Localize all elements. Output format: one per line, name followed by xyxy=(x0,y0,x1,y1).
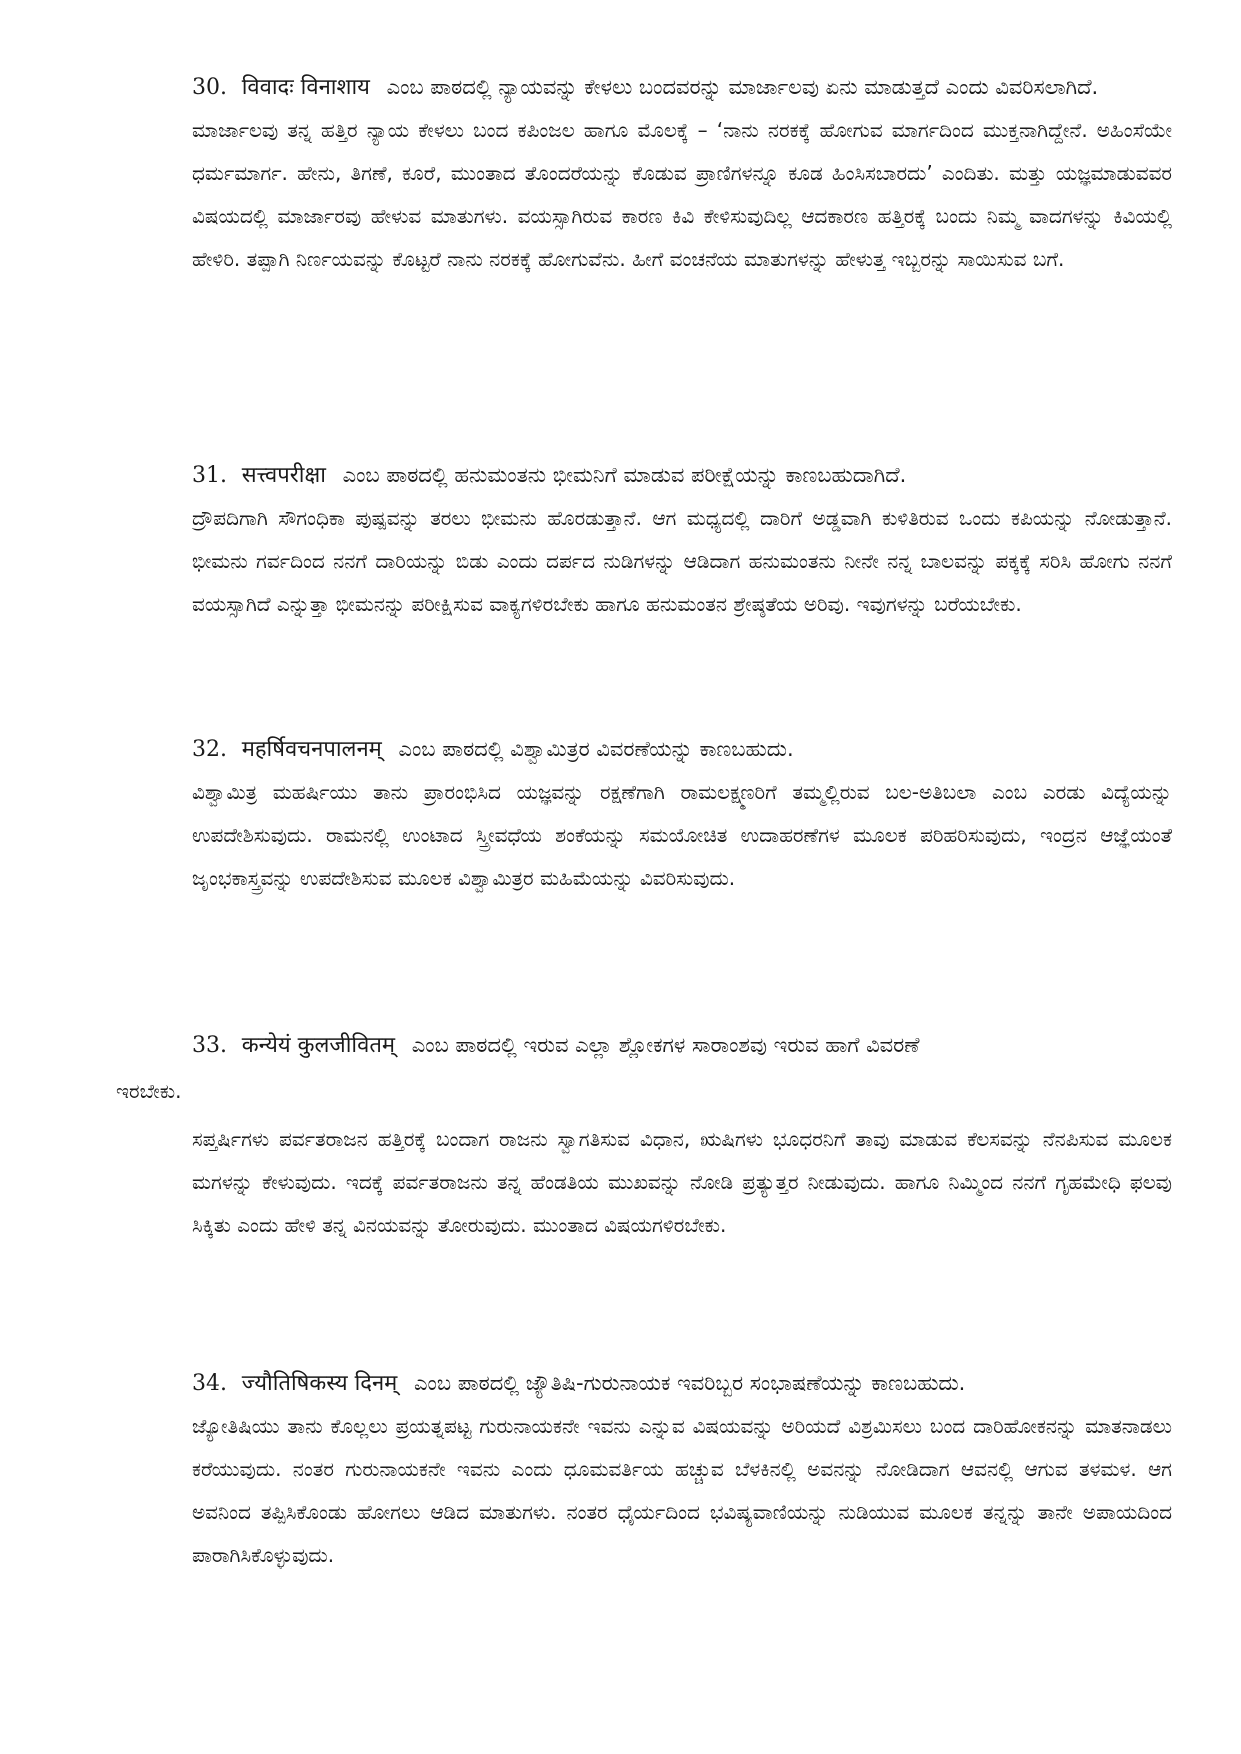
section-title: विवादः विनाशाय xyxy=(241,75,370,100)
section-heading xyxy=(192,454,1172,497)
section-heading xyxy=(192,1362,1172,1405)
section-intro-continuation: ಇರಬೇಕು. xyxy=(116,1079,182,1103)
section-body: ಮಾರ್ಜಾಲವು ತನ್ನ ಹತ್ತಿರ ನ್ಯಾಯ ಕೇಳಲು ಬಂದ ಕಪಿಂಜಲ ಹಾಗೂ ಮೊಲಕ್ಕೆ – ‘ನಾನು ನರಕಕ್ಕೆ ಹೋಗುವ ಮಾರ್ಗದಿಂದ ಮುಕ್ತನಾಗಿದ್ದೇನೆ. ಅಹಿಂಸೆಯೇ ಧರ್ಮಮಾರ್ಗ. ಹೇನು, ತಿಗಣೆ, ಕೂರೆ, ಮುಂತಾದ ತೊಂದರೆಯನ್ನು ಕೊಡುವ ಪ್ರಾಣಿಗಳನ್ನೂ ಕೂಡ ಹಿಂಸಿಸಬಾರದು’ ಎಂದಿತು. ಮತ್ತು ಯಜ್ಞಮಾಡುವವರ ವಿಷಯದಲ್ಲಿ ಮಾರ್ಜಾರವು ಹೇಳುವ ಮಾತುಗಳು. ವಯಸ್ಸಾಗಿರುವ ಕಾರಣ ಕಿವಿ ಕೇಳಿಸುವುದಿಲ್ಲ ಆದಕಾರಣ ಹತ್ತಿರಕ್ಕೆ ಬಂದು ನಿಮ್ಮ ವಾದಗಳನ್ನು ಕಿವಿಯಲ್ಲಿ ಹೇಳಿರಿ. ತಪ್ಪಾಗಿ ನಿರ್ಣಯವನ್ನು ಕೊಟ್ಟರೆ ನಾನು ನರಕಕ್ಕೆ ಹೋಗುವೆನು. ಹೀಗೆ ವಂಚನೆಯ ಮಾತುಗಳನ್ನು ಹೇಳುತ್ತ ಇಬ್ಬರನ್ನು ಸಾಯಿಸುವ ಬಗೆ. xyxy=(192,118,1172,271)
section-33-body xyxy=(192,1118,1172,1247)
section-body: ಸಪ್ತರ್ಷಿಗಳು ಪರ್ವತರಾಜನ ಹತ್ತಿರಕ್ಕೆ ಬಂದಾಗ ರಾಜನು ಸ್ವಾಗತಿಸುವ ವಿಧಾನ, ಋಷಿಗಳು ಭೂಧರನಿಗೆ ತಾವು ಮಾಡುವ ಕೆಲಸವನ್ನು ನೆನಪಿಸುವ ಮೂಲಕ ಮಗಳನ್ನು ಕೇಳುವುದು. ಇದಕ್ಕೆ ಪರ್ವತರಾಜನು ತನ್ನ ಹೆಂಡತಿಯ ಮುಖವನ್ನು ನೋಡಿ ಪ್ರತ್ಯುತ್ತರ ನೀಡುವುದು. ಹಾಗೂ ನಿಮ್ಮಿಂದ ನನಗೆ ಗೃಹಮೇಧಿ ಫಲವು ಸಿಕ್ಕಿತು ಎಂದು ಹೇಳಿ ತನ್ನ ವಿನಯವನ್ನು ತೋರುವುದು. ಮುಂತಾದ ವಿಷಯಗಳಿರಬೇಕು. xyxy=(192,1127,1172,1237)
section-intro: ಎಂಬ ಪಾಠದಲ್ಲಿ ಹನುಮಂತನು ಭೀಮನಿಗೆ ಮಾಡುವ ಪರೀಕ್ಷೆಯನ್ನು ಕಾಣಬಹುದಾಗಿದೆ. xyxy=(342,463,907,487)
section-34 xyxy=(192,1362,1172,1577)
section-intro: ಎಂಬ ಪಾಠದಲ್ಲಿ ಇರುವ ಎಲ್ಲಾ ಶ್ಲೋಕಗಳ ಸಾರಾಂಶವು ಇರುವ ಹಾಗೆ ವಿವರಣೆ xyxy=(411,1033,920,1057)
section-number: 30. xyxy=(192,75,227,100)
section-title: महर्षिवचनपालनम् xyxy=(241,737,382,762)
section-30 xyxy=(192,66,1172,281)
section-32 xyxy=(192,728,1172,900)
section-number: 33. xyxy=(192,1033,227,1058)
section-heading xyxy=(192,66,1172,109)
section-intro: ಎಂಬ ಪಾಠದಲ್ಲಿ ನ್ಯಾಯವನ್ನು ಕೇಳಲು ಬಂದವರನ್ನು ಮಾರ್ಜಾಲವು ಏನು ಮಾಡುತ್ತದೆ ಎಂದು ವಿವರಿಸಲಾಗಿದೆ. xyxy=(386,75,1099,99)
section-number: 31. xyxy=(192,463,227,488)
section-heading xyxy=(192,1024,1172,1067)
section-title: सत्त्वपरीक्षा xyxy=(241,463,326,488)
section-number: 34. xyxy=(192,1371,227,1396)
section-body: ವಿಶ್ವಾಮಿತ್ರ ಮಹರ್ಷಿಯು ತಾನು ಪ್ರಾರಂಭಿಸಿದ ಯಜ್ಞವನ್ನು ರಕ್ಷಣೆಗಾಗಿ ರಾಮಲಕ್ಷ್ಮಣರಿಗೆ ತಮ್ಮಲ್ಲಿರುವ ಬಲ-ಅತಿಬಲಾ ಎಂಬ ಎರಡು ವಿದ್ಯೆಯನ್ನು ಉಪದೇಶಿಸುವುದು. ರಾಮನಲ್ಲಿ ಉಂಟಾದ ಸ್ತ್ರೀವಧೆಯ ಶಂಕೆಯನ್ನು ಸಮಯೋಚಿತ ಉದಾಹರಣೆಗಳ ಮೂಲಕ ಪರಿಹರಿಸುವುದು, ಇಂದ್ರನ ಆಜ್ಞೆಯಂತೆ ಜೃಂಭಕಾಸ್ತ್ರವನ್ನು ಉಪದೇಶಿಸುವ ಮೂಲಕ ವಿಶ್ವಾಮಿತ್ರರ ಮಹಿಮೆಯನ್ನು ವಿವರಿಸುವುದು. xyxy=(192,780,1172,890)
section-number: 32. xyxy=(192,737,227,762)
section-body: ದ್ರೌಪದಿಗಾಗಿ ಸೌಗಂಧಿಕಾ ಪುಷ್ಪವನ್ನು ತರಲು ಭೀಮನು ಹೊರಡುತ್ತಾನೆ. ಆಗ ಮಧ್ಯದಲ್ಲಿ ದಾರಿಗೆ ಅಡ್ಡವಾಗಿ ಕುಳಿತಿರುವ ಒಂದು ಕಪಿಯನ್ನು ನೋಡುತ್ತಾನೆ. ಭೀಮನು ಗರ್ವದಿಂದ ನನಗೆ ದಾರಿಯನ್ನು ಬಿಡು ಎಂದು ದರ್ಪದ ನುಡಿಗಳನ್ನು ಆಡಿದಾಗ ಹನುಮಂತನು ನೀನೇ ನನ್ನ ಬಾಲವನ್ನು ಪಕ್ಕಕ್ಕೆ ಸರಿಸಿ ಹೋಗು ನನಗೆ ವಯಸ್ಸಾಗಿದೆ ಎನ್ನುತ್ತಾ ಭೀಮನನ್ನು ಪರೀಕ್ಷಿಸುವ ವಾಕ್ಯಗಳಿರಬೇಕು ಹಾಗೂ ಹನುಮಂತನ ಶ್ರೇಷ್ಠತೆಯ ಅರಿವು. ಇವುಗಳನ್ನು ಬರೆಯಬೇಕು. xyxy=(192,506,1172,616)
section-heading xyxy=(192,728,1172,771)
section-intro: ಎಂಬ ಪಾಠದಲ್ಲಿ ಜ್ಯೌತಿಷಿ-ಗುರುನಾಯಕ ಇವರಿಬ್ಬರ ಸಂಭಾಷಣೆಯನ್ನು ಕಾಣಬಹುದು. xyxy=(414,1371,966,1395)
section-title: कन्येयं कुलजीवितम् xyxy=(241,1033,396,1058)
section-31 xyxy=(192,454,1172,626)
section-33 xyxy=(192,1024,1172,1067)
section-title: ज्यौतिषिकस्य दिनम् xyxy=(241,1371,398,1396)
section-intro: ಎಂಬ ಪಾಠದಲ್ಲಿ ವಿಶ್ವಾಮಿತ್ರರ ವಿವರಣೆಯನ್ನು ಕಾಣಬಹುದು. xyxy=(398,737,794,761)
section-body: ಜ್ಯೋತಿಷಿಯು ತಾನು ಕೊಲ್ಲಲು ಪ್ರಯತ್ನಪಟ್ಟ ಗುರುನಾಯಕನೇ ಇವನು ಎನ್ನುವ ವಿಷಯವನ್ನು ಅರಿಯದೆ ವಿಶ್ರಮಿಸಲು ಬಂದ ದಾರಿಹೋಕನನ್ನು ಮಾತನಾಡಲು ಕರೆಯುವುದು. ನಂತರ ಗುರುನಾಯಕನೇ ಇವನು ಎಂದು ಧೂಮವರ್ತಿಯ ಹಚ್ಚುವ ಬೆಳಕಿನಲ್ಲಿ ಅವನನ್ನು ನೋಡಿದಾಗ ಆವನಲ್ಲಿ ಆಗುವ ತಳಮಳ. ಆಗ ಅವನಿಂದ ತಪ್ಪಿಸಿಕೊಂಡು ಹೋಗಲು ಆಡಿದ ಮಾತುಗಳು. ನಂತರ ಧೈರ್ಯದಿಂದ ಭವಿಷ್ಯವಾಣಿಯನ್ನು ನುಡಿಯುವ ಮೂಲಕ ತನ್ನನ್ನು ತಾನೇ ಅಪಾಯದಿಂದ ಪಾರಾಗಿಸಿಕೊಳ್ಳುವುದು. xyxy=(192,1414,1172,1567)
